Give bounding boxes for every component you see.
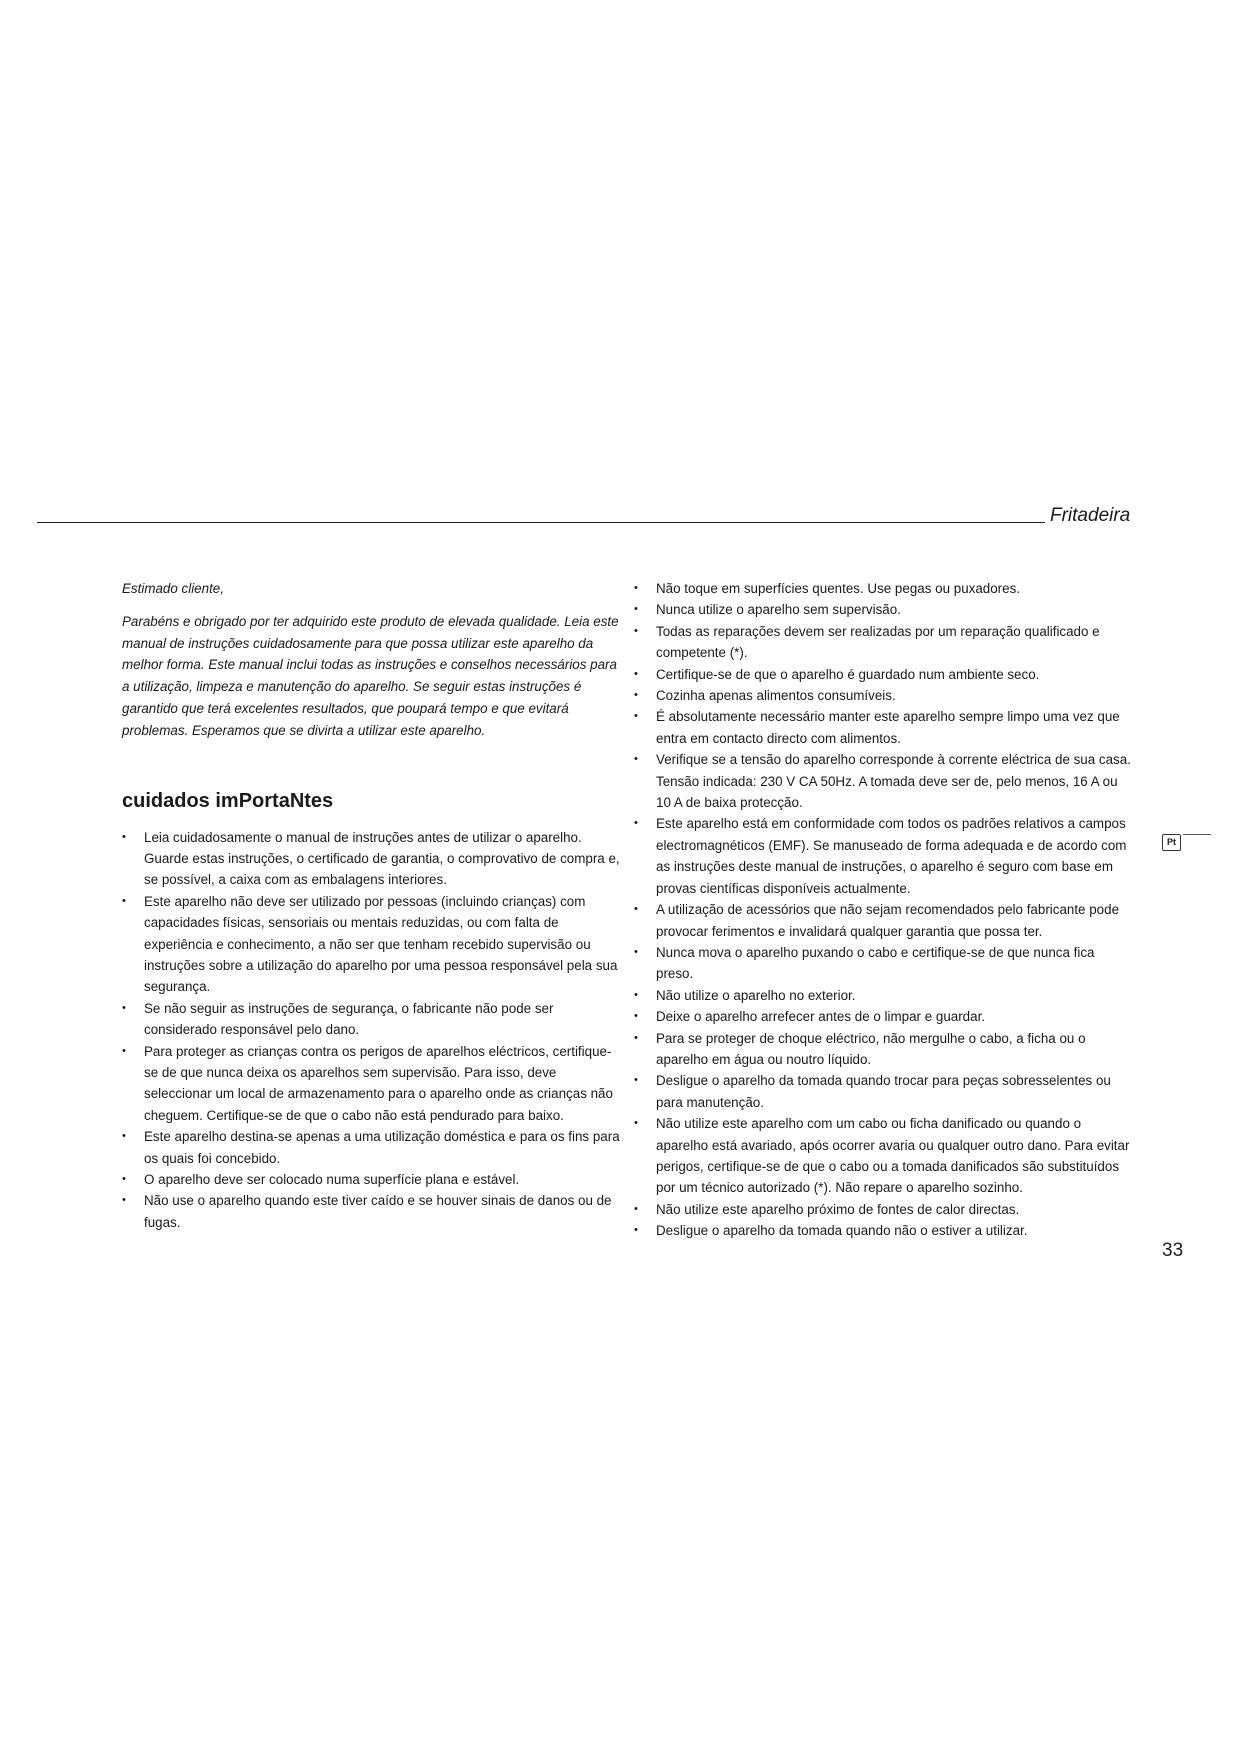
bullet-item: • Este aparelho não deve ser utilizado por pessoas (incluindo crianças) com capacidades físicas, sensoriais ou mentais reduzidas, ou com falta de experiência e conhecimento, a não ser que tenham recebido supervisão ou instruções sobre a utilização do aparelho por uma pessoa responsável pela sua segurança. (122, 891, 622, 998)
bullet-item: • É absolutamente necessário manter este aparelho sempre limpo uma vez que entra em contacto directo com alimentos. (634, 706, 1134, 749)
bullet-item: • Não utilize este aparelho próximo de fontes de calor directas. (634, 1199, 1134, 1220)
bullet-item: • Não use o aparelho quando este tiver caído e se houver sinais de danos ou de fugas. (122, 1190, 622, 1233)
right-bullet-list (634, 578, 1134, 1242)
bullet-item: • Este aparelho está em conformidade com todos os padrões relativos a campos electromagnéticos (EMF). Se manuseado de forma adequada e de acordo com as instruções deste manual de instruções, o aparelho é seguro com base em provas científicas disponíveis actualmente. (634, 813, 1134, 899)
bullet-item: • Verifique se a tensão do aparelho corresponde à corrente eléctrica de sua casa. Tensão indicada: 230 V CA 50Hz. A tomada deve ser de, pelo menos, 16 A ou 10 A de baixa protecção. (634, 749, 1134, 813)
page-number: 33 (1162, 1240, 1184, 1261)
bullet-item: • Não utilize o aparelho no exterior. (634, 985, 1134, 1006)
bullet-item: • Para proteger as crianças contra os perigos de aparelhos eléctricos, certifique-se de que nunca deixa os aparelhos sem supervisão. Para isso, deve seleccionar um local de armazenamento para o aparelho onde as crianças não cheguem. Certifique-se de que o cabo não está pendurado para baixo. (122, 1041, 622, 1127)
bullet-item: • Desligue o aparelho da tomada quando trocar para peças sobresselentes ou para manutenção. (634, 1070, 1134, 1113)
section-title: cuidados imPortaNtes (122, 789, 334, 812)
bullet-item: • Não toque em superfícies quentes. Use pegas ou puxadores. (634, 578, 1134, 599)
left-bullet-list (122, 827, 622, 1234)
bullet-item: • A utilização de acessórios que não sejam recomendados pelo fabricante pode provocar ferimentos e invalidará qualquer garantia que possa ter. (634, 899, 1134, 942)
bullet-item: • Leia cuidadosamente o manual de instruções antes de utilizar o aparelho. Guarde estas instruções, o certificado de garantia, o comprovativo de compra e, se possível, a caixa com as embalagens interiores. (122, 827, 622, 891)
header-title: Fritadeira (1050, 505, 1131, 526)
language-tab-rule (1183, 834, 1211, 835)
bullet-item: • Este aparelho destina-se apenas a uma utilização doméstica e para os fins para os quais foi concebido. (122, 1126, 622, 1169)
bullet-item: • Certifique-se de que o aparelho é guardado num ambiente seco. (634, 664, 1134, 685)
bullet-item: • Não utilize este aparelho com um cabo ou ficha danificado ou quando o aparelho está avariado, após ocorrer avaria ou qualquer outro dano. Para evitar perigos, certifique-se de que o cabo ou a tomada danificados são substituídos por um técnico autorizado (*). Não repare o aparelho sozinho. (634, 1113, 1134, 1199)
bullet-item: • Para se proteger de choque eléctrico, não mergulhe o cabo, a ficha ou o aparelho em água ou noutro líquido. (634, 1028, 1134, 1071)
right-column (634, 578, 1134, 1242)
bullet-item: • Deixe o aparelho arrefecer antes de o limpar e guardar. (634, 1006, 1134, 1027)
bullet-item: • Nunca mova o aparelho puxando o cabo e certifique-se de que nunca fica preso. (634, 942, 1134, 985)
bullet-item: • O aparelho deve ser colocado numa superfície plana e estável. (122, 1169, 622, 1190)
bullet-item: • Cozinha apenas alimentos consumíveis. (634, 685, 1134, 706)
language-tab: Pt (1162, 834, 1181, 851)
bullet-item: • Se não seguir as instruções de segurança, o fabricante não pode ser considerado responsável pelo dano. (122, 998, 622, 1041)
bullet-item: • Desligue o aparelho da tomada quando não o estiver a utilizar. (634, 1220, 1134, 1241)
bullet-item: • Nunca utilize o aparelho sem supervisão. (634, 599, 1134, 620)
intro-body: Parabéns e obrigado por ter adquirido este produto de elevada qualidade. Leia este manual de instruções cuidadosamente para que possa utilizar este aparelho da melhor forma. Este manual inclui todas as instruções e conselhos necessários para a utilização, limpeza e manutenção do aparelho. Se seguir estas instruções é garantido que terá excelentes resultados, que poupará tempo e que evitará problemas. Esperamos que se divirta a utilizar este aparelho. (122, 613, 619, 738)
left-column (122, 578, 622, 1233)
intro-greeting: Estimado cliente, (122, 581, 224, 596)
bullet-item: • Todas as reparações devem ser realizadas por um reparação qualificado e competente (*). (634, 621, 1134, 664)
header-rule (37, 522, 1045, 523)
